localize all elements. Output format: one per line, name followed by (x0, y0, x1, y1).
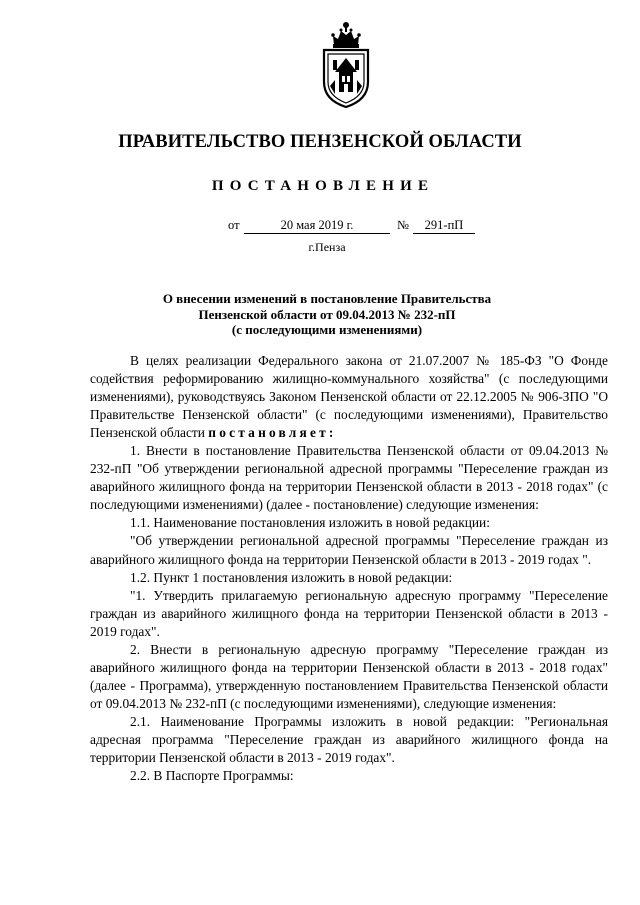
decree-word: постановляет: (208, 425, 337, 441)
number-prefix: № (397, 218, 409, 232)
subject-line: О внесении изменений в постановление Правительства (162, 291, 492, 306)
government-title: ПРАВИТЕЛЬСТВО ПЕНЗЕНСКОЙ ОБЛАСТИ (118, 132, 522, 152)
paragraph-2-2: 2.2. В Паспорте Программы: (130, 768, 294, 784)
city: г.Пенза (308, 240, 346, 254)
paragraph-1-2: 1.2. Пункт 1 постановления изложить в новой редакции: (130, 569, 453, 585)
intro-text: В целях реализации Федерального закона от 21.07.2007 № 185-ФЗ "О Фонде содействия реформированию жилищно-коммунального хозяйства" (с последующими изменениями), руководствуясь Законом Пензенской области от 22.12.2005 № 906-ЗПО "О Правительстве Пензенской области" (с последующими изменениями), Правительство Пензенской области (90, 353, 608, 441)
paragraph-1: 1. Внести в постановление Правительства Пензенской области от 09.04.2013 № 232-пП "Об утверждении региональной адресной программы "Переселение граждан из аварийного жилищного фонда на территории Пензенской области в 2013 - 2018 годах" (с последующими изменениями) (далее - постановление) следующие изменения: (90, 443, 608, 513)
date-number-line (0, 218, 640, 234)
penza-coat-of-arms-icon (321, 20, 371, 108)
paragraph-2-1: 2.1. Наименование Программы изложить в новой редакции: "Региональная адресная программа "Переселение граждан из аварийного жилищного фонда на территории Пензенской области в 2013 - 2019 годах". (90, 713, 608, 766)
subject-line: Пензенской области от 09.04.2013 № 232-пП (198, 306, 456, 322)
paragraph-2: 2. Внести в региональную адресную программу "Переселение граждан из аварийного жилищного фонда на территории Пензенской области в 2013 - 2018 годах" (далее - Программа), утвержденную постановлением Правительства Пензенской области от 09.04.2013 № 232-пП (с последующими изменениями), следующие изменения: (90, 641, 608, 711)
paragraph-1-1-quote: "Об утверждении региональной адресной программы "Переселение граждан из аварийного жилищного фонда на территории Пензенской области в 2013 - 2019 годах ". (90, 533, 608, 567)
paragraph-1-2-quote: "1. Утвердить прилагаемую региональную адресную программу "Переселение граждан из аварийного жилищного фонда на территории Пензенской области в 2013 - 2019 годах". (90, 587, 608, 639)
date-prefix: от (228, 218, 240, 232)
document-subject (0, 291, 640, 338)
subject-line: (с последующими изменениями) (231, 322, 423, 337)
document-type: ПОСТАНОВЛЕНИЕ (211, 178, 435, 194)
document-body (90, 352, 608, 785)
intro-paragraph (90, 352, 608, 442)
document-date: 20 мая 2019 г. (244, 218, 390, 234)
paragraph-1-1: 1.1. Наименование постановления изложить в новой редакции: (130, 515, 490, 531)
document-number: 291-пП (413, 218, 475, 234)
